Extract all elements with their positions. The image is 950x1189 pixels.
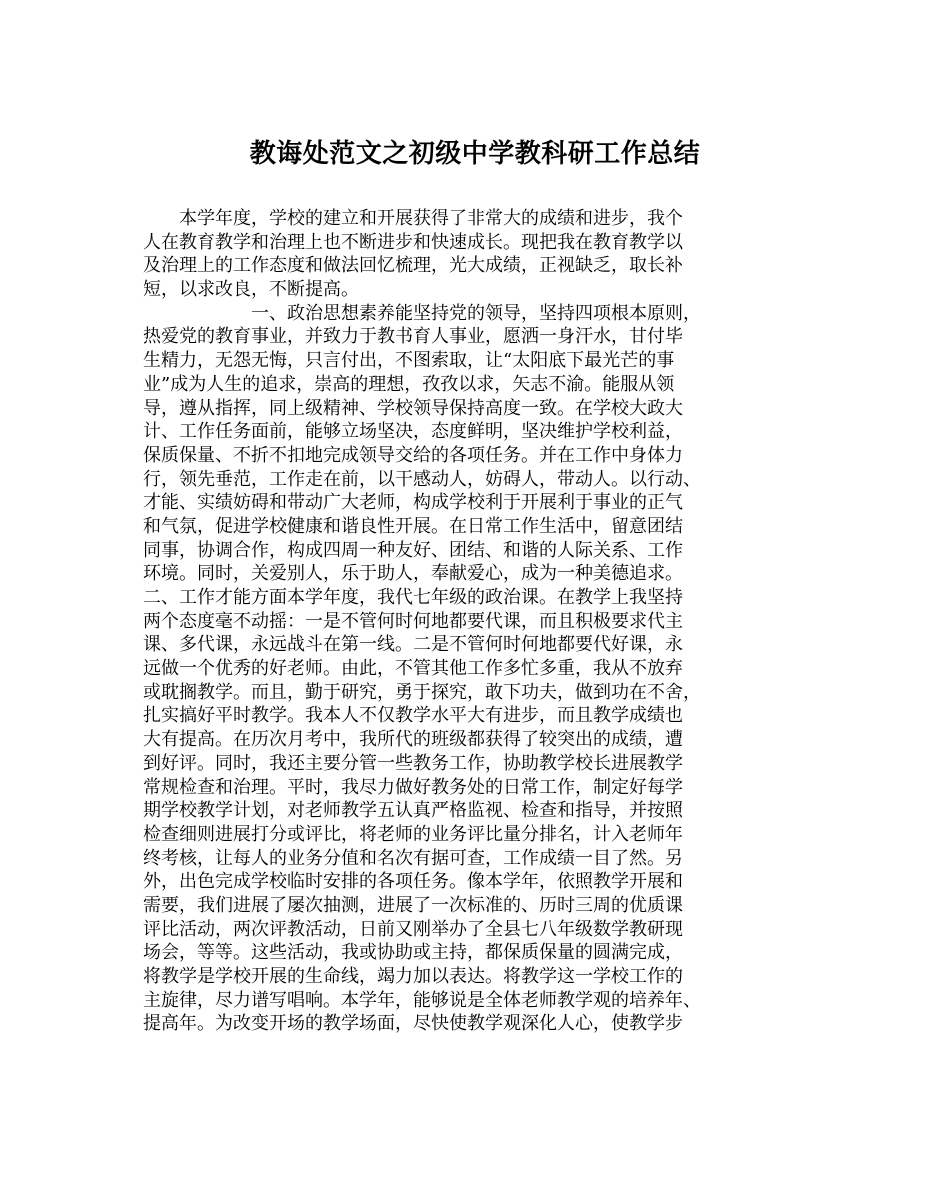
body-line: 终考核，让每人的业务分值和名次有据可查，工作成绩一目了然。另 — [143, 847, 683, 869]
body-line: 及治理上的工作态度和做法回忆梳理，光大成绩，正视缺乏，取长补 — [143, 255, 683, 277]
body-line: 评比活动，两次评教活动，日前又刚举办了全县七八年级数学教研现 — [143, 918, 683, 940]
body-line: 课、多代课，永远战斗在第一线。二是不管何时何地都要代好课，永 — [143, 634, 683, 656]
body-line: 计、工作任务面前，能够立场坚决，态度鲜明，坚决维护学校利益， — [143, 421, 683, 443]
body-line: 场会，等等。这些活动，我或协助或主持，都保质保量的圆满完成， — [143, 942, 683, 964]
body-line: 主旋律，尽力谱写唱响。本学年，能够说是全体老师教学观的培养年、 — [143, 989, 701, 1011]
body-line: 外，出色完成学校临时安排的各项任务。像本学年，依照教学开展和 — [143, 871, 683, 893]
body-line: 同事，协调合作，构成四周一种友好、团结、和谐的人际关系、工作 — [143, 539, 683, 561]
body-line: 二、工作才能方面本学年度，我代七年级的政治课。在教学上我坚持 — [143, 587, 683, 608]
document-title: 教诲处范文之初级中学教科研工作总结 — [249, 139, 701, 169]
body-line: 提高年。为改变开场的教学场面，尽快使教学观深化人心，使教学步 — [143, 1013, 683, 1035]
body-line: 或耽搁教学。而且，勤于研究，勇于探究，敢下功夫，做到功在不舍， — [143, 681, 701, 703]
body-line: 导，遵从指挥，同上级精神、学校领导保持高度一致。在学校大政大 — [143, 397, 683, 419]
body-line: 和气氛，促进学校健康和谐良性开展。在日常工作生活中，留意团结 — [143, 515, 683, 537]
body-line: 热爱党的教育事业，并致力于教书育人事业，愿洒一身汗水，甘付毕 — [143, 326, 683, 348]
body-line: 大有提高。在历次月考中，我所代的班级都获得了较突出的成绩，遭 — [143, 729, 683, 751]
body-line: 将教学是学校开展的生命线，竭力加以表达。将教学这一学校工作的 — [143, 966, 683, 987]
body-line: 环境。同时，关爱别人，乐于助人，奉献爱心，成为一种美德追求。 — [143, 563, 683, 585]
body-line: 行，领先垂范，工作走在前，以干感动人，妨碍人，带动人。以行动、 — [143, 468, 701, 490]
body-line: 短，以求改良，不断提高。 — [143, 279, 359, 301]
body-line: 检查细则进展打分或评比，将老师的业务评比量分排名，计入老师年 — [143, 823, 683, 845]
body-line: 业”成为人生的追求，崇高的理想，孜孜以求，矢志不渝。能服从领 — [143, 373, 675, 395]
body-line: 人在教育教学和治理上也不断进步和快速成长。现把我在教育教学以 — [143, 231, 683, 253]
body-line: 两个态度毫不动摇：一是不管何时何地都要代课，而且积极要求代主 — [143, 610, 683, 632]
document-body — [143, 207, 823, 1036]
body-line: 到好评。同时，我还主要分管一些教务工作，协助教学校长进展教学 — [143, 752, 683, 774]
body-line: 一、政治思想素养能坚持党的领导，坚持四项根本原则， — [143, 302, 701, 324]
body-line: 才能、实绩妨碍和带动广大老师，构成学校利于开展利于事业的正气 — [143, 492, 683, 514]
body-line: 本学年度，学校的建立和开展获得了非常大的成绩和进步，我个 — [143, 208, 683, 229]
body-line: 生精力，无怨无悔，只言付出，不图索取，让“太阳底下最光芒的事 — [143, 350, 675, 372]
body-line: 保质保量、不折不扣地完成领导交给的各项任务。并在工作中身体力 — [143, 444, 683, 466]
body-line: 需要，我们进展了屡次抽测，进展了一次标准的、历时三周的优质课 — [143, 894, 683, 916]
body-line: 扎实搞好平时教学。我本人不仅教学水平大有进步，而且教学成绩也 — [143, 705, 683, 727]
body-line: 远做一个优秀的好老师。由此，不管其他工作多忙多重，我从不放弃 — [143, 658, 683, 680]
body-line: 常规检查和治理。平时，我尽力做好教务处的日常工作，制定好每学 — [143, 776, 683, 798]
body-line: 期学校教学计划，对老师教学五认真严格监视、检查和指导，并按照 — [143, 800, 683, 822]
